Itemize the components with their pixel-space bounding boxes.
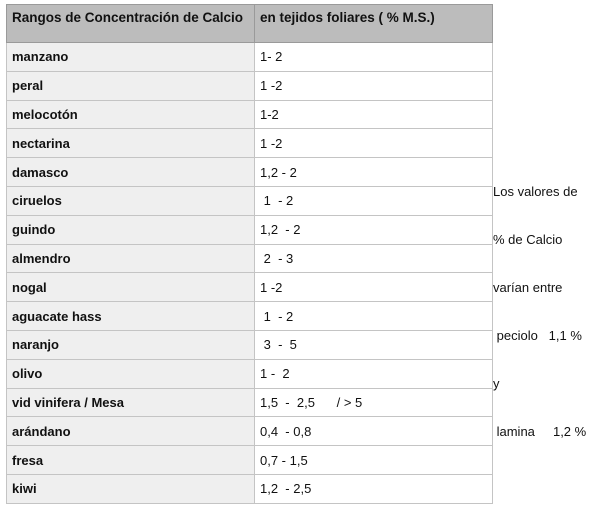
- table-row: [7, 215, 493, 244]
- calcium-note: [493, 152, 600, 472]
- calcium-range-cell: 0,7 - 1,5: [255, 446, 493, 475]
- crop-name-cell: kiwi: [7, 474, 255, 503]
- calcium-range-cell: 1 -2: [255, 273, 493, 302]
- crop-name-cell: ciruelos: [7, 186, 255, 215]
- table-row: [7, 388, 493, 417]
- table-header-row: [7, 5, 493, 43]
- note-line: lamina 1,2 %: [493, 424, 587, 439]
- table-row: [7, 100, 493, 129]
- header-crop: Rangos de Concentración de Calcio: [7, 5, 255, 43]
- calcium-range-cell: 1,2 - 2: [255, 215, 493, 244]
- calcium-range-cell: 3 - 5: [255, 330, 493, 359]
- calcium-range-cell: 2 - 3: [255, 244, 493, 273]
- crop-name-cell: aguacate hass: [7, 302, 255, 331]
- table-row: [7, 302, 493, 331]
- crop-name-cell: olivo: [7, 359, 255, 388]
- calcium-range-cell: 1 - 2: [255, 359, 493, 388]
- crop-name-cell: damasco: [7, 158, 255, 187]
- calcium-range-cell: 0,4 - 0,8: [255, 417, 493, 446]
- calcium-range-cell: 1 - 2: [255, 302, 493, 331]
- crop-name-cell: manzano: [7, 43, 255, 72]
- calcium-range-cell: 1 - 2: [255, 186, 493, 215]
- table-row: [7, 244, 493, 273]
- calcium-range-cell: 1-2: [255, 100, 493, 129]
- table-row: [7, 330, 493, 359]
- crop-name-cell: vid vinifera / Mesa: [7, 388, 255, 417]
- calcium-range-cell: 1 -2: [255, 71, 493, 100]
- calcium-range-table: [6, 4, 493, 504]
- table-row: [7, 446, 493, 475]
- calcium-range-cell: 1,2 - 2,5: [255, 474, 493, 503]
- header-range: en tejidos foliares ( % M.S.): [255, 5, 493, 43]
- table-row: [7, 273, 493, 302]
- crop-name-cell: melocotón: [7, 100, 255, 129]
- crop-name-cell: nogal: [7, 273, 255, 302]
- crop-name-cell: nectarina: [7, 129, 255, 158]
- calcium-range-cell: 1,5 - 2,5 / > 5: [255, 388, 493, 417]
- table-body: [7, 43, 493, 504]
- note-line: y: [493, 376, 500, 391]
- crop-name-cell: peral: [7, 71, 255, 100]
- table-row: [7, 43, 493, 72]
- calcium-range-cell: 1- 2: [255, 43, 493, 72]
- calcium-range-cell: 1,2 - 2: [255, 158, 493, 187]
- crop-name-cell: arándano: [7, 417, 255, 446]
- table-row: [7, 129, 493, 158]
- table-row: [7, 417, 493, 446]
- table-row: [7, 359, 493, 388]
- note-line: varían entre: [493, 280, 563, 295]
- note-line: % de Calcio: [493, 232, 563, 247]
- crop-name-cell: almendro: [7, 244, 255, 273]
- crop-name-cell: fresa: [7, 446, 255, 475]
- note-line: peciolo 1,1 %: [493, 328, 582, 343]
- crop-name-cell: naranjo: [7, 330, 255, 359]
- table-row: [7, 474, 493, 503]
- note-line: Los valores de: [493, 184, 578, 199]
- table-row: [7, 158, 493, 187]
- table-row: [7, 186, 493, 215]
- calcium-range-cell: 1 -2: [255, 129, 493, 158]
- crop-name-cell: guindo: [7, 215, 255, 244]
- table-row: [7, 71, 493, 100]
